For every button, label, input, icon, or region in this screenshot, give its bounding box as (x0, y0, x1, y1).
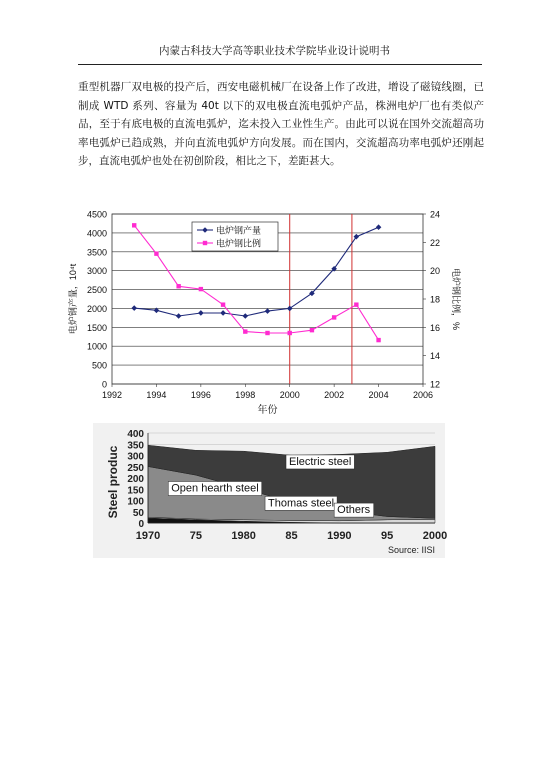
body-paragraph: 重型机器厂双电极的投产后，西安电磁机械厂在设备上作了改进，增设了磁镜线圈，已制成 WTD 系列、容量为 40t 以下的双电极直流电弧炉产品，株洲电炉厂也有类似产品，至于有底电极的直流电弧炉，迄未投入工业性生产。由此可以说在国外交流超高功率电弧炉已趋成熟，并向直流电弧炉方向发展。而在国内，交流超高功率电弧炉还刚起步，直流电弧炉也处在初创阶段，相比之下，差距甚大。 (78, 81, 484, 167)
y-tick-label: 0 (138, 519, 144, 530)
x-tick-label: 75 (189, 530, 202, 542)
y-tick-label: 150 (127, 485, 144, 497)
data-point-square (310, 328, 314, 332)
x-tick-label: 1994 (146, 390, 167, 400)
area-label: Others (337, 504, 371, 517)
y-left-tick-label: 2500 (86, 285, 107, 296)
x-tick-label: 1996 (190, 390, 211, 400)
y-tick-label: 200 (127, 474, 144, 485)
y-right-tick-label: 18 (430, 294, 441, 305)
area-label: Electric steel (289, 455, 352, 468)
steel-production-area-chart (93, 423, 448, 558)
y-left-tick-label: 1000 (86, 341, 107, 352)
x-tick-label: 1998 (235, 390, 256, 400)
y-left-tick-label: 2000 (86, 303, 107, 314)
y-left-tick-label: 4000 (86, 228, 107, 239)
steel-production-line-chart (60, 200, 461, 420)
y-tick-label: 50 (132, 507, 144, 519)
x-tick-label: 1970 (135, 530, 161, 542)
y-tick-label: 400 (127, 429, 144, 440)
data-point-diamond (265, 308, 271, 314)
y-right-tick-label: 20 (430, 266, 441, 277)
data-point-diamond (198, 310, 204, 316)
x-tick-label: 2002 (324, 390, 345, 400)
y-tick-label: 300 (127, 451, 144, 463)
data-point-diamond (176, 313, 182, 319)
x-tick-label: 85 (285, 530, 298, 542)
x-tick-label: 2004 (368, 390, 389, 400)
y-tick-label: 250 (127, 462, 144, 474)
data-point-square (221, 302, 225, 306)
data-point-square (332, 315, 336, 319)
x-tick-label: 2000 (422, 530, 448, 542)
area-label: Thomas steel (268, 497, 335, 510)
data-point-square (354, 302, 358, 306)
data-point-diamond (242, 313, 248, 319)
x-tick-label: 95 (381, 530, 394, 542)
legend-label: 电炉钢比例 (216, 238, 262, 249)
data-point-square (132, 223, 136, 227)
legend-swatch-marker (203, 241, 207, 245)
y-right-tick-label: 22 (430, 237, 441, 248)
data-point-diamond (131, 305, 137, 311)
x-axis-label: 年份 (257, 405, 278, 416)
y-right-tick-label: 12 (430, 379, 441, 390)
page-header: 内蒙古科技大学高等职业技术学院毕业设计说明书 (159, 45, 390, 57)
y-right-tick-label: 16 (430, 322, 441, 333)
y-left-tick-label: 0 (101, 379, 107, 390)
y-left-tick-label: 500 (91, 360, 107, 371)
y-tick-label: 350 (127, 440, 144, 452)
y-left-tick-label: 4500 (86, 209, 107, 220)
area-label: Open hearth steel (171, 482, 259, 495)
data-point-diamond (376, 224, 382, 230)
x-tick-label: 2000 (279, 390, 300, 400)
x-tick-label: 1992 (101, 390, 123, 400)
x-tick-label: 1980 (231, 530, 256, 542)
data-point-square (199, 287, 203, 291)
y-left-axis-label: 电炉钢产量，10⁴t (68, 263, 78, 335)
legend-label: 电炉钢产量 (216, 225, 262, 236)
data-point-diamond (220, 310, 226, 316)
data-point-square (176, 284, 180, 288)
legend (192, 222, 278, 251)
y-right-tick-label: 24 (430, 209, 441, 220)
y-left-tick-label: 1500 (86, 322, 107, 333)
header-rule (78, 64, 482, 65)
data-point-square (154, 251, 158, 255)
y-right-tick-label: 14 (430, 351, 441, 362)
data-point-square (265, 331, 269, 335)
x-tick-label: 2006 (412, 390, 434, 400)
y-right-axis-label: 电炉钢比例，% (451, 267, 461, 331)
x-tick-label: 1990 (327, 530, 352, 542)
y-left-tick-label: 3000 (86, 266, 107, 277)
data-point-square (288, 331, 292, 335)
data-point-square (243, 329, 247, 333)
y-tick-label: 100 (127, 496, 144, 508)
data-point-square (376, 338, 380, 342)
y-axis-label: Steel produc (106, 445, 120, 519)
source-note: Source: IISI (387, 545, 435, 555)
y-left-tick-label: 3500 (86, 247, 107, 258)
